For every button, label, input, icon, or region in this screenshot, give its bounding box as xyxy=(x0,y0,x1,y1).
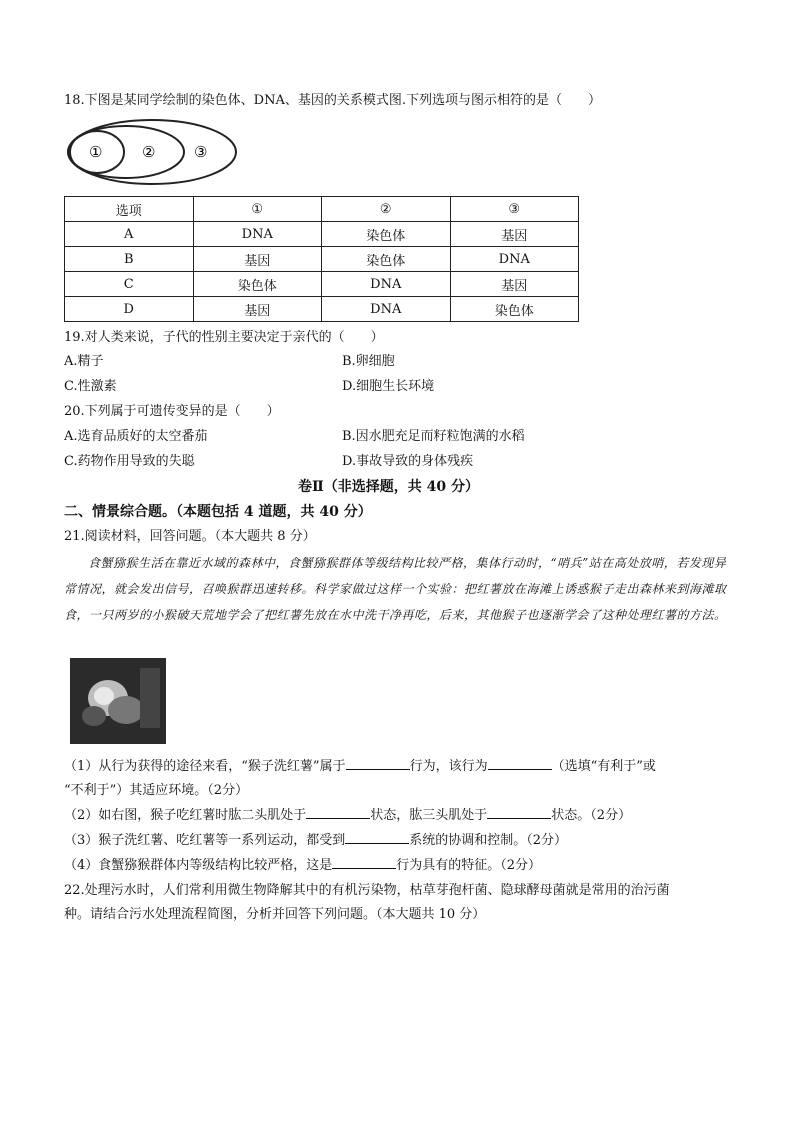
table-cell: B xyxy=(65,247,194,272)
q21-sub4-text-b: 行为具有的特征。（2分） xyxy=(396,858,542,873)
q21-sub4 xyxy=(64,856,541,875)
q21-sub1-blank-1[interactable] xyxy=(346,757,410,770)
table-header-cell: ③ xyxy=(450,197,579,222)
table-cell: DNA xyxy=(322,272,451,297)
q21-sub1-line1 xyxy=(64,757,656,776)
table-cell: DNA xyxy=(322,297,451,322)
q19-option-d: D.细胞生长环境 xyxy=(342,379,435,394)
q21-sub4-blank[interactable] xyxy=(332,856,396,869)
q19-option-a: A.精子 xyxy=(64,354,104,369)
q20-option-b: B.因水肥充足而籽粒饱满的水稻 xyxy=(342,429,525,444)
table-row xyxy=(65,272,579,297)
q21-sub2-blank-2[interactable] xyxy=(487,806,551,819)
diagram-label-2: ② xyxy=(142,143,156,161)
q20-stem: 20.下列属于可遗传变异的是（ ） xyxy=(64,404,280,419)
q22-line2: 种。请结合污水处理流程简图，分析并回答下列问题。（本大题共 10 分） xyxy=(64,907,486,922)
table-header-cell: ② xyxy=(322,197,451,222)
q21-sub1-text-a: （1）从行为获得的途径来看，“猴子洗红薯”属于 xyxy=(64,759,346,774)
table-cell: 基因 xyxy=(450,222,579,247)
q21-sub3 xyxy=(64,831,567,850)
q18-stem: 18.下图是某同学绘制的染色体、DNA、基因的关系模式图.下列选项与图示相符的是（ ） xyxy=(64,93,601,108)
q21-sub3-text-b: 系统的协调和控制。（2分） xyxy=(409,833,568,848)
q18-options-table xyxy=(64,196,579,322)
monkey-photo-illustration xyxy=(70,658,166,744)
q19-option-b: B.卵细胞 xyxy=(342,354,395,369)
table-cell: 染色体 xyxy=(322,222,451,247)
q21-sub2-text-c: 状态。（2分） xyxy=(551,808,632,823)
q21-passage: 食蟹猕猴生活在靠近水域的森林中，食蟹猕猴群体等级结构比较严格，集体行动时，“哨兵”站在高处放哨，若发现异常情况，就会发出信号，召唤猴群迅速转移。科学家做过这样一个实验：把红薯放在海滩上诱惑猴子走出森林来到海滩取食，一只两岁的小猴破天荒地学会了把红薯先放在水中洗干净再吃，后来，其他猴子也逐渐学会了这种处理红薯的方法。 xyxy=(64,556,727,622)
table-cell: DNA xyxy=(193,222,322,247)
table-cell: DNA xyxy=(450,247,579,272)
table-cell: 染色体 xyxy=(450,297,579,322)
table-header-cell: 选项 xyxy=(65,197,194,222)
q19-option-c: C.性激素 xyxy=(64,379,117,394)
q20-option-d: D.事故导致的身体残疾 xyxy=(342,454,474,469)
q21-sub2-text-b: 状态，肱三头肌处于 xyxy=(370,808,488,823)
table-cell: D xyxy=(65,297,194,322)
q21-sub4-text-a: （4）食蟹猕猴群体内等级结构比较严格，这是 xyxy=(64,858,333,873)
q21-sub1-text-c: （选填“有利于”或 xyxy=(551,759,656,774)
chromosome-dna-gene-diagram xyxy=(66,118,256,190)
table-cell: 染色体 xyxy=(193,272,322,297)
table-cell: A xyxy=(65,222,194,247)
q21-sub2-text-a: （2）如右图，猴子吃红薯时肱二头肌处于 xyxy=(64,808,307,823)
table-cell: 基因 xyxy=(193,247,322,272)
q21-stem: 21.阅读材料，回答问题。（本大题共 8 分） xyxy=(64,529,316,544)
diagram-label-3: ③ xyxy=(194,143,208,161)
diagram-label-1: ① xyxy=(89,143,103,161)
table-cell: 染色体 xyxy=(322,247,451,272)
q21-sub1-blank-2[interactable] xyxy=(488,757,552,770)
table-row xyxy=(65,247,579,272)
table-cell: 基因 xyxy=(450,272,579,297)
q21-sub2 xyxy=(64,806,631,825)
q21-sub3-blank[interactable] xyxy=(345,831,409,844)
q21-sub1-text-b: 行为，该行为 xyxy=(409,759,488,774)
table-row xyxy=(65,297,579,322)
table-cell: C xyxy=(65,272,194,297)
q21-sub1-text-d: “不利于”）其适应环境。（2分） xyxy=(64,783,249,798)
part-heading: 二、情景综合题。（本题包括 4 道题，共 40 分） xyxy=(64,504,372,520)
q20-option-a: A.选育品质好的太空番茄 xyxy=(64,429,208,444)
q22-line1: 22.处理污水时，人们常利用微生物降解其中的有机污染物，枯草芽孢杆菌、隐球酵母菌就是常用的治污菌 xyxy=(64,883,670,898)
section-title: 卷Ⅱ（非选择题，共 40 分） xyxy=(298,479,480,495)
table-row xyxy=(65,222,579,247)
table-header-row xyxy=(65,197,579,222)
monkey-eating-sweet-potato-photo xyxy=(70,658,166,744)
table-header-cell: ① xyxy=(193,197,322,222)
q21-sub2-blank-1[interactable] xyxy=(306,806,370,819)
q20-option-c: C.药物作用导致的失聪 xyxy=(64,454,195,469)
q21-sub3-text-a: （3）猴子洗红薯、吃红薯等一系列运动，都受到 xyxy=(64,833,346,848)
table-cell: 基因 xyxy=(193,297,322,322)
q19-stem: 19.对人类来说，子代的性别主要决定于亲代的（ ） xyxy=(64,330,384,345)
